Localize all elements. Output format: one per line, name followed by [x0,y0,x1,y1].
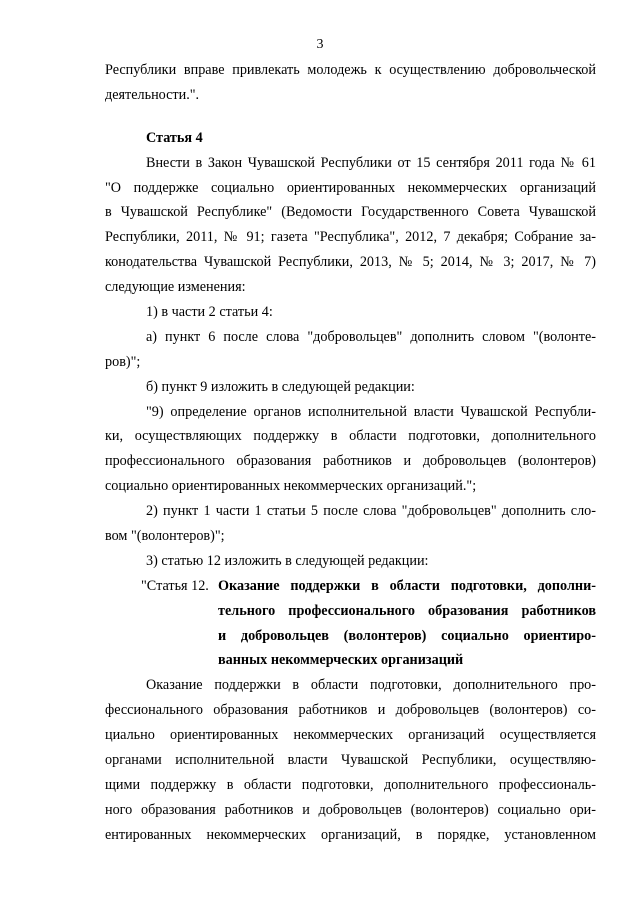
page-number: 3 [316,37,324,52]
text-line: Республики, 2011, № 91; газета "Республика", 2012, 7 декабря; Собрание за- [105,229,596,246]
text-line: 2) пункт 1 части 1 статьи 5 после слова "добровольцев" дополнить сло- [146,503,596,520]
text-line: щими поддержку в области подготовки, дополнительного профессиональ- [105,776,596,793]
text-line: циально ориентированных некоммерческих организаций осуществляется [105,727,596,744]
text-line: ного образования работников и добровольцев (волонтеров) социально ори- [105,801,596,818]
text-line: органами исполнительной власти Чувашской Республики, осуществляю- [105,752,596,769]
text-line: следующие изменения: [105,279,246,296]
text-line: фессионального образования работников и добровольцев (волонтеров) со- [105,702,596,719]
list-item: б) пункт 9 изложить в следующей редакции: [146,378,415,395]
text-line: профессионального образования работников и добровольцев (волонтеров) [105,453,596,470]
text-line: Оказание поддержки в области подготовки, дополнительного про- [146,677,596,694]
article-12-label: "Статья 12. [141,577,209,594]
intro-paragraph [105,58,596,108]
document-body [105,58,596,848]
text-line: а) пункт 6 после слова "добровольцев" дополнить словом "(волонте- [146,328,596,345]
list-item: 1) в части 2 статьи 4: [146,304,273,321]
article-12-body [105,673,596,847]
article-heading: Статья 4 [146,129,203,146]
article-12-title [218,574,596,674]
article-12-heading [105,574,596,674]
list-item: 3) статью 12 изложить в следующей редакции: [146,552,429,569]
text-line: ки, осуществляющих поддержку в области подготовки, дополнительного [105,428,596,445]
text-line: "О поддержке социально ориентированных некоммерческих организаций [105,179,596,196]
text-line: вом "(волонтеров)"; [105,528,225,545]
text-line: и добровольцев (волонтеров) социально ориентиро- [218,627,596,644]
amendment-intro-paragraph [105,151,596,300]
text-line: тельного профессионального образования работников [218,602,596,619]
text-line: конодательства Чувашской Республики, 2013, № 5; 2014, № 3; 2017, № 7) [105,254,596,271]
text-line: Оказание поддержки в области подготовки, дополни- [218,577,596,594]
text-line: в Чувашской Республике" (Ведомости Государственного Совета Чувашской [105,204,596,221]
quoted-clause [105,400,596,500]
list-item [105,325,596,375]
text-line: Республики вправе привлекать молодежь к осуществлению добровольческой [105,62,596,78]
text-line: деятельности.". [105,86,200,103]
text-line: ентированных некоммерческих организаций, в порядке, установленном [105,826,596,843]
list-item [105,499,596,549]
text-line: ров)"; [105,353,141,370]
text-line: ванных некоммерческих организаций [218,652,464,669]
text-line: социально ориентированных некоммерческих организаций."; [105,478,477,495]
text-line: "9) определение органов исполнительной власти Чувашской Республи- [146,403,596,420]
text-line: Внести в Закон Чувашской Республики от 15 сентября 2011 года № 61 [146,154,596,171]
